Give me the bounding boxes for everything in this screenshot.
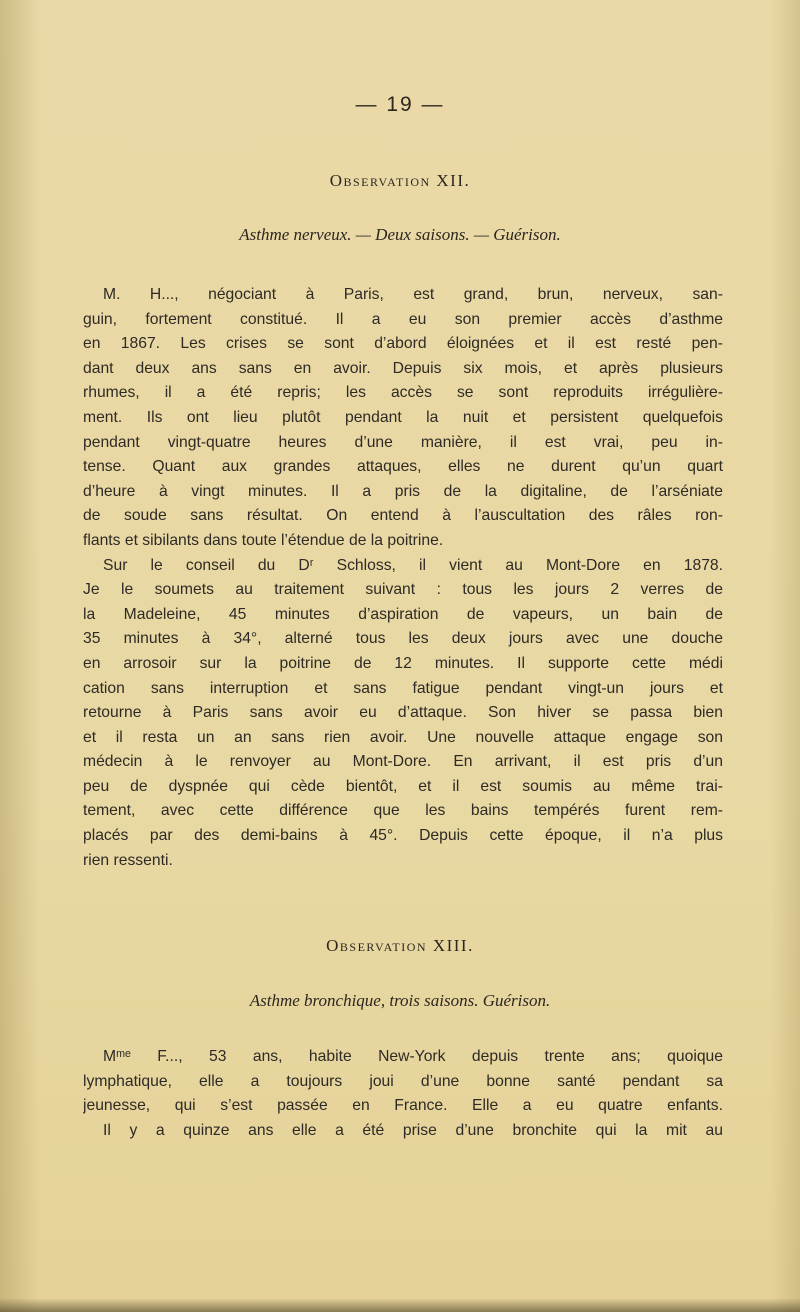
text-line: tement, avec cette différence que les bains tempérés furent rem- [83, 802, 723, 820]
text-line: tense. Quant aux grandes attaques, elles ne durent qu’un quart [83, 458, 723, 476]
text-line: jeunesse, qui s’est passée en France. Elle a eu quatre enfants. [83, 1097, 723, 1115]
text-line: d’heure à vingt minutes. Il a pris de la digitaline, de l’arséniate [83, 482, 723, 500]
text-line: flants et sibilants dans toute l’étendue de la poitrine. [83, 531, 444, 549]
text-line: retourne à Paris sans avoir eu d’attaque. Son hiver se passa bien [83, 704, 723, 722]
text-line: Je le soumets au traitement suivant : tous les jours 2 verres de [83, 581, 723, 599]
text-line: Mᵐᵉ F..., 53 ans, habite New-York depuis trente ans; quoique [103, 1048, 723, 1065]
text-line: en 1867. Les crises se sont d’abord éloignées et il est resté pen- [83, 335, 723, 353]
text-line: la Madeleine, 45 minutes d’aspiration de vapeurs, un bain de [83, 605, 723, 623]
text-line: ment. Ils ont lieu plutôt pendant la nuit et persistent quelquefois [83, 408, 723, 426]
observation-13-subtitle: Asthme bronchique, trois saisons. Guérison. [249, 991, 551, 1010]
observation-12-heading: Observation XII. [329, 171, 471, 190]
text-line: de soude sans résultat. On entend à l’auscultation des râles ron- [83, 507, 723, 525]
text-line: peu de dyspnée qui cède bientôt, et il est soumis au même trai- [83, 777, 723, 795]
text-line: rhumes, il a été repris; les accès se sont reproduits irrégulière- [83, 384, 723, 402]
observation-12-body [83, 283, 723, 873]
text-line: rien ressenti. [83, 851, 173, 869]
text-line: médecin à le renvoyer au Mont-Dore. En arrivant, il est pris d’un [83, 753, 723, 771]
text-line: placés par des demi-bains à 45°. Depuis cette époque, il n’a plus [83, 827, 723, 845]
text-line: Il y a quinze ans elle a été prise d’une bronchite qui la mit au [103, 1121, 723, 1139]
text-line: pendant vingt-quatre heures d’une manière, il est vrai, peu in- [83, 433, 723, 451]
text-line: lymphatique, elle a toujours joui d’une bonne santé pendant sa [83, 1072, 723, 1090]
page-bottom-shadow [0, 1298, 800, 1312]
text-line: 35 minutes à 34°, alterné tous les deux jours avec une douche [83, 630, 723, 648]
text-line: dant deux ans sans en avoir. Depuis six mois, et après plusieurs [83, 359, 723, 377]
text-line: et il resta un an sans rien avoir. Une nouvelle attaque engage son [83, 728, 723, 746]
text-line: cation sans interruption et sans fatigue pendant vingt-un jours et [83, 679, 723, 697]
page-number: — 19 — [355, 93, 445, 116]
observation-13-heading: Observation XIII. [326, 936, 474, 955]
text-line: Sur le conseil du Dʳ Schloss, il vient au Mont-Dore en 1878. [103, 556, 723, 574]
observation-13-body [83, 1045, 723, 1143]
text-line: M. H..., négociant à Paris, est grand, brun, nerveux, san- [103, 286, 723, 303]
observation-12-subtitle: Asthme nerveux. — Deux saisons. — Guérison. [239, 225, 561, 244]
text-line: en arrosoir sur la poitrine de 12 minutes. Il supporte cette médi [83, 654, 723, 672]
text-line: guin, fortement constitué. Il a eu son premier accès d’asthme [83, 310, 723, 328]
